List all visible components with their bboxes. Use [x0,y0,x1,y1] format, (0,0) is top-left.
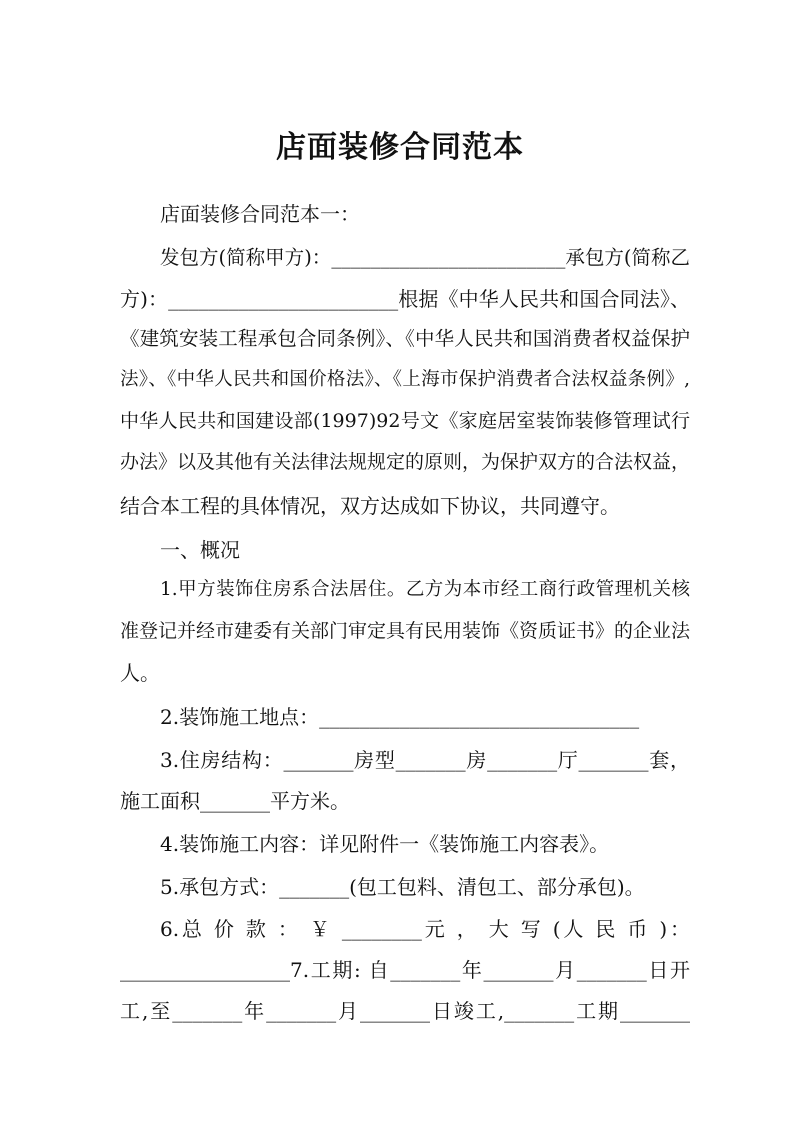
clause-line: 3.住房结构：_______房型_______房_______厅_______套， [160,748,690,772]
paragraph-line: 方)：_______________________根据《中华人民共和国合同法》、 [120,287,690,311]
paragraph-line: 发包方(简称甲方)：________________________承包方(简称乙 [160,246,690,269]
section-heading-overview: 一、概况 [160,538,240,562]
paragraph-line: 《建筑安装工程承包合同条例》、《中华人民共和国消费者权益保护 [120,327,690,350]
clause-line: _________________7.工期: 自_______年_______月_______日开 [120,958,690,982]
paragraph-line: 法》、《中华人民共和国价格法》、《上海市保护消费者合法权益条例》, [120,369,690,390]
clause-line: 1.甲方装饰住房系合法居住。乙方为本市经工商行政管理机关核 [160,579,690,600]
section-heading-template-one: 店面装修合同范本一： [160,202,360,226]
document-title: 店面装修合同范本 [276,130,524,165]
clause-line: 施工面积_______平方米。 [120,789,350,813]
clause-line: 4.装饰施工内容：详见附件一《装饰施工内容表》。 [160,832,610,856]
paragraph-line: 办法》以及其他有关法律法规规定的原则，为保护双方的合法权益， [120,451,691,473]
clause-line: 5.承包方式：_______(包工包料、清包工、部分承包)。 [160,875,645,899]
paragraph-line: 结合本工程的具体情况，双方达成如下协议，共同遵守。 [120,494,620,518]
clause-line: 2.装饰施工地点：________________________________ [160,705,640,729]
clause-line: 6.总 价 款 ： ￥ ________元 ， 大 写 (人 民 币 )： [160,917,690,941]
paragraph-line: 中华人民共和国建设部(1997)92号文《家庭居室装饰装修管理试行 [120,410,690,432]
clause-line: 准登记并经市建委有关部门审定具有民用装饰《资质证书》的企业法 [120,620,691,642]
clause-line: 人。 [120,661,160,685]
clause-line: 工,至_______年_______月_______日竣工,_______工期_______ [120,999,690,1023]
